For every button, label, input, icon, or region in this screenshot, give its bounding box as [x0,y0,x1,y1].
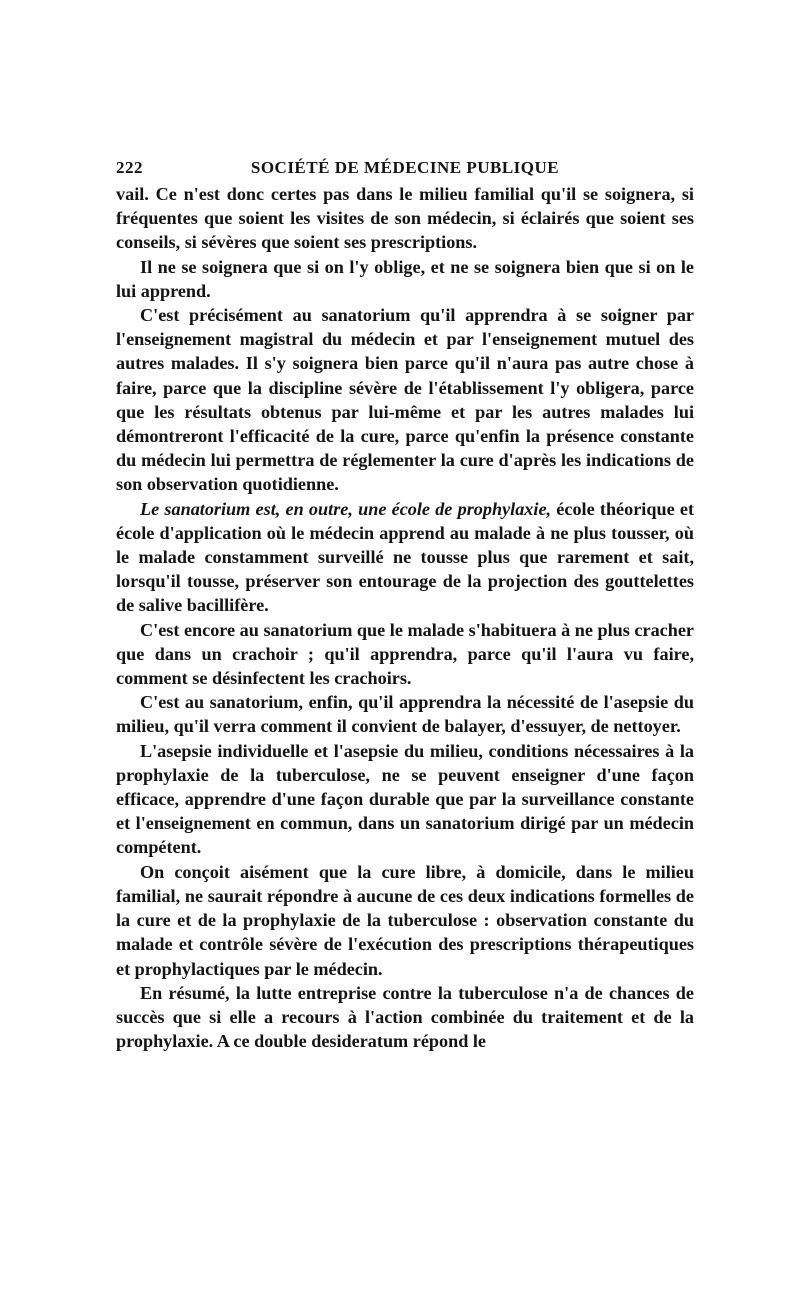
paragraph: L'asepsie individuelle et l'asepsie du milieu, conditions nécessaires à la prophylaxie de la tuberculose, ne se peuvent enseigner d'une façon efficace, apprendre d'une façon durable que par la surveillance constante et l'enseignement en commun, dans un sanatorium dirigé par un médecin compétent. [116,740,694,858]
italic-lead: Le sanatorium est, en outre, une école de prophylaxie, [140,498,552,519]
paragraph: C'est encore au sanatorium que le malade s'habituera à ne plus cracher que dans un crachoir ; qu'il apprendra, parce qu'il l'aura vu faire, comment se désinfectent les crachoirs. [116,619,694,689]
paragraph: C'est précisément au sanatorium qu'il apprendra à se soigner par l'enseignement magistral du médecin et par l'enseignement mutuel des autres malades. Il s'y soignera bien parce qu'il n'aura pas autre chose à faire, parce que la discipline sévère de l'établissement l'y obligera, parce que les résultats obtenus par lui-même et par les autres malades lui démontreront l'efficacité de la cure, parce qu'enfin la présence constante du médecin lui permettra de réglementer la cure d'après les indications de son observation quotidienne. [116,305,694,495]
running-head [116,158,694,180]
page-number: 222 [116,158,143,177]
paragraph: En résumé, la lutte entreprise contre la tuberculose n'a de chances de succès que si elle a recours à l'action combinée du traitement et de la prophylaxie. A ce double desideratum répond le [116,982,694,1052]
paragraph-text: école théorique et école d'application où le médecin apprend au malade à ne plus tousser, où le malade constamment surveillé ne tousse plus que rarement et sait, lorsqu'il tousse, préserver son entourage de la projection des gouttelettes de salive bacillifère. [116,498,695,616]
paragraph: Il ne se soignera que si on l'y oblige, et ne se soignera bien que si on le lui apprend. [116,256,694,301]
paragraph-continuation: vail. Ce n'est donc certes pas dans le milieu familial qu'il se soignera, si fréquentes que soient les visites de son médecin, si éclairés que soient ses conseils, si sévères que soient ses prescriptions. [116,184,694,253]
journal-title: SOCIÉTÉ DE MÉDECINE PUBLIQUE [250,158,560,177]
body-text [116,182,694,1053]
paragraph: C'est au sanatorium, enfin, qu'il apprendra la nécessité de l'asepsie du milieu, qu'il verra comment il convient de balayer, d'essuyer, de nettoyer. [116,692,694,737]
paragraph: On conçoit aisément que la cure libre, à domicile, dans le milieu familial, ne saurait répondre à aucune de ces deux indications formelles de la cure et de la prophylaxie de la tuberculose : observation constante du malade et contrôle sévère de l'exécution des prescriptions thérapeutiques et prophylactiques par le médecin. [116,861,694,979]
paragraph [116,497,694,618]
